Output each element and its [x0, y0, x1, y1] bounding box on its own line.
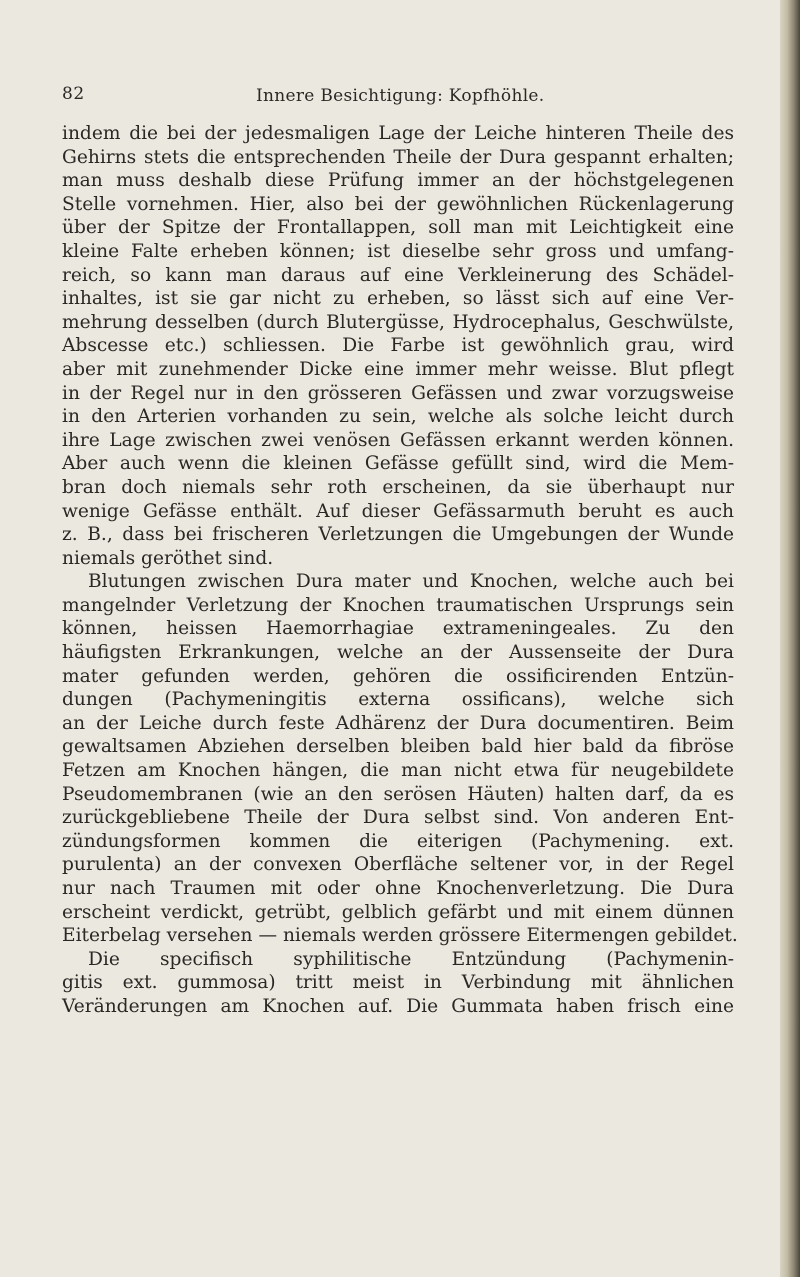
- text-line: ihre Lage zwischen zwei venösen Gefässen erkannt werden können.: [62, 429, 734, 451]
- text-line: z. B., dass bei frischeren Verletzungen die Umgebungen der Wunde: [62, 524, 734, 546]
- text-line: mangelnder Verletzung der Knochen traumatischen Ursprungs sein: [62, 594, 734, 616]
- text-line: nur nach Traumen mit oder ohne Knochenverletzung. Die Dura: [62, 878, 734, 899]
- text-line: Aber auch wenn die kleinen Gefässe gefüllt sind, wird die Mem-: [62, 453, 734, 475]
- text-line: Stelle vornehmen. Hier, also bei der gewöhnlichen Rückenlagerung: [62, 193, 734, 215]
- text-line: gitis ext. gummosa) tritt meist in Verbindung mit ähnlichen: [62, 972, 734, 994]
- text-line: in der Regel nur in den grösseren Gefässen und zwar vorzugsweise: [62, 382, 734, 404]
- text-line: Pseudomembranen (wie an den serösen Häuten) halten darf, da es: [62, 783, 734, 805]
- text-line: über der Spitze der Frontallappen, soll man mit Leichtigkeit eine: [62, 217, 734, 239]
- text-line: zündungsformen kommen die eiterigen (Pachymening. ext.: [62, 830, 734, 852]
- text-line: Veränderungen am Knochen auf. Die Gummata haben frisch eine: [62, 995, 734, 1017]
- text-line: Eiterbelag versehen — niemals werden grössere Eitermengen gebildet.: [62, 925, 738, 947]
- text-line: Gehirns stets die entsprechenden Theile der Dura gespannt erhalten;: [62, 146, 734, 168]
- text-line: inhaltes, ist sie gar nicht zu erheben, so lässt sich auf eine Ver-: [62, 288, 734, 310]
- page-number: 82: [62, 84, 85, 104]
- text-line: Fetzen am Knochen hängen, die man nicht etwa für neugebildete: [62, 760, 734, 782]
- text-line: häufigsten Erkrankungen, welche an der Aussenseite der Dura: [62, 642, 734, 664]
- text-line: reich, so kann man daraus auf eine Verkleinerung des Schädel-: [62, 264, 734, 286]
- text-line: an der Leiche durch feste Adhärenz der Dura documentiren. Beim: [62, 712, 734, 734]
- text-line: kleine Falte erheben können; ist dieselbe sehr gross und umfang-: [62, 240, 734, 262]
- text-line: indem die bei der jedesmaligen Lage der Leiche hinteren Theile des: [62, 123, 734, 144]
- text-line: mater gefunden werden, gehören die ossificirenden Entzün-: [62, 665, 734, 687]
- text-line: Abscesse etc.) schliessen. Die Farbe ist gewöhnlich grau, wird: [62, 335, 734, 357]
- text-line: dungen (Pachymeningitis externa ossificans), welche sich: [62, 689, 734, 711]
- text-line: aber mit zunehmender Dicke eine immer mehr weisse. Blut pflegt: [62, 358, 734, 380]
- text-line: gewaltsamen Abziehen derselben bleiben bald hier bald da fibröse: [62, 736, 734, 758]
- running-title: Innere Besichtigung: Kopfhöhle.: [256, 86, 545, 106]
- text-line: zurückgebliebene Theile der Dura selbst sind. Von anderen Ent-: [62, 807, 734, 829]
- text-line: niemals geröthet sind.: [62, 547, 274, 569]
- text-line: können, heissen Haemorrhagiae extrameningeales. Zu den: [62, 618, 734, 640]
- page-gutter-shadow: [780, 0, 800, 1277]
- body-text: [62, 122, 738, 1019]
- text-line: wenige Gefässe enthält. Auf dieser Gefässarmuth beruht es auch: [62, 500, 734, 522]
- text-line: purulenta) an der convexen Oberfläche seltener vor, in der Regel: [62, 854, 734, 876]
- text-line: man muss deshalb diese Prüfung immer an der höchstgelegenen: [62, 170, 734, 192]
- text-line: bran doch niemals sehr roth erscheinen, da sie überhaupt nur: [62, 476, 734, 498]
- text-line: mehrung desselben (durch Blutergüsse, Hydrocephalus, Geschwülste,: [62, 311, 734, 333]
- text-line: in den Arterien vorhanden zu sein, welche als solche leicht durch: [62, 406, 734, 428]
- text-line: erscheint verdickt, getrübt, gelblich gefärbt und mit einem dünnen: [62, 901, 734, 923]
- text-line: Blutungen zwischen Dura mater und Knochen, welche auch bei: [88, 571, 734, 593]
- text-line: Die specifisch syphilitische Entzündung (Pachymenin-: [88, 948, 734, 970]
